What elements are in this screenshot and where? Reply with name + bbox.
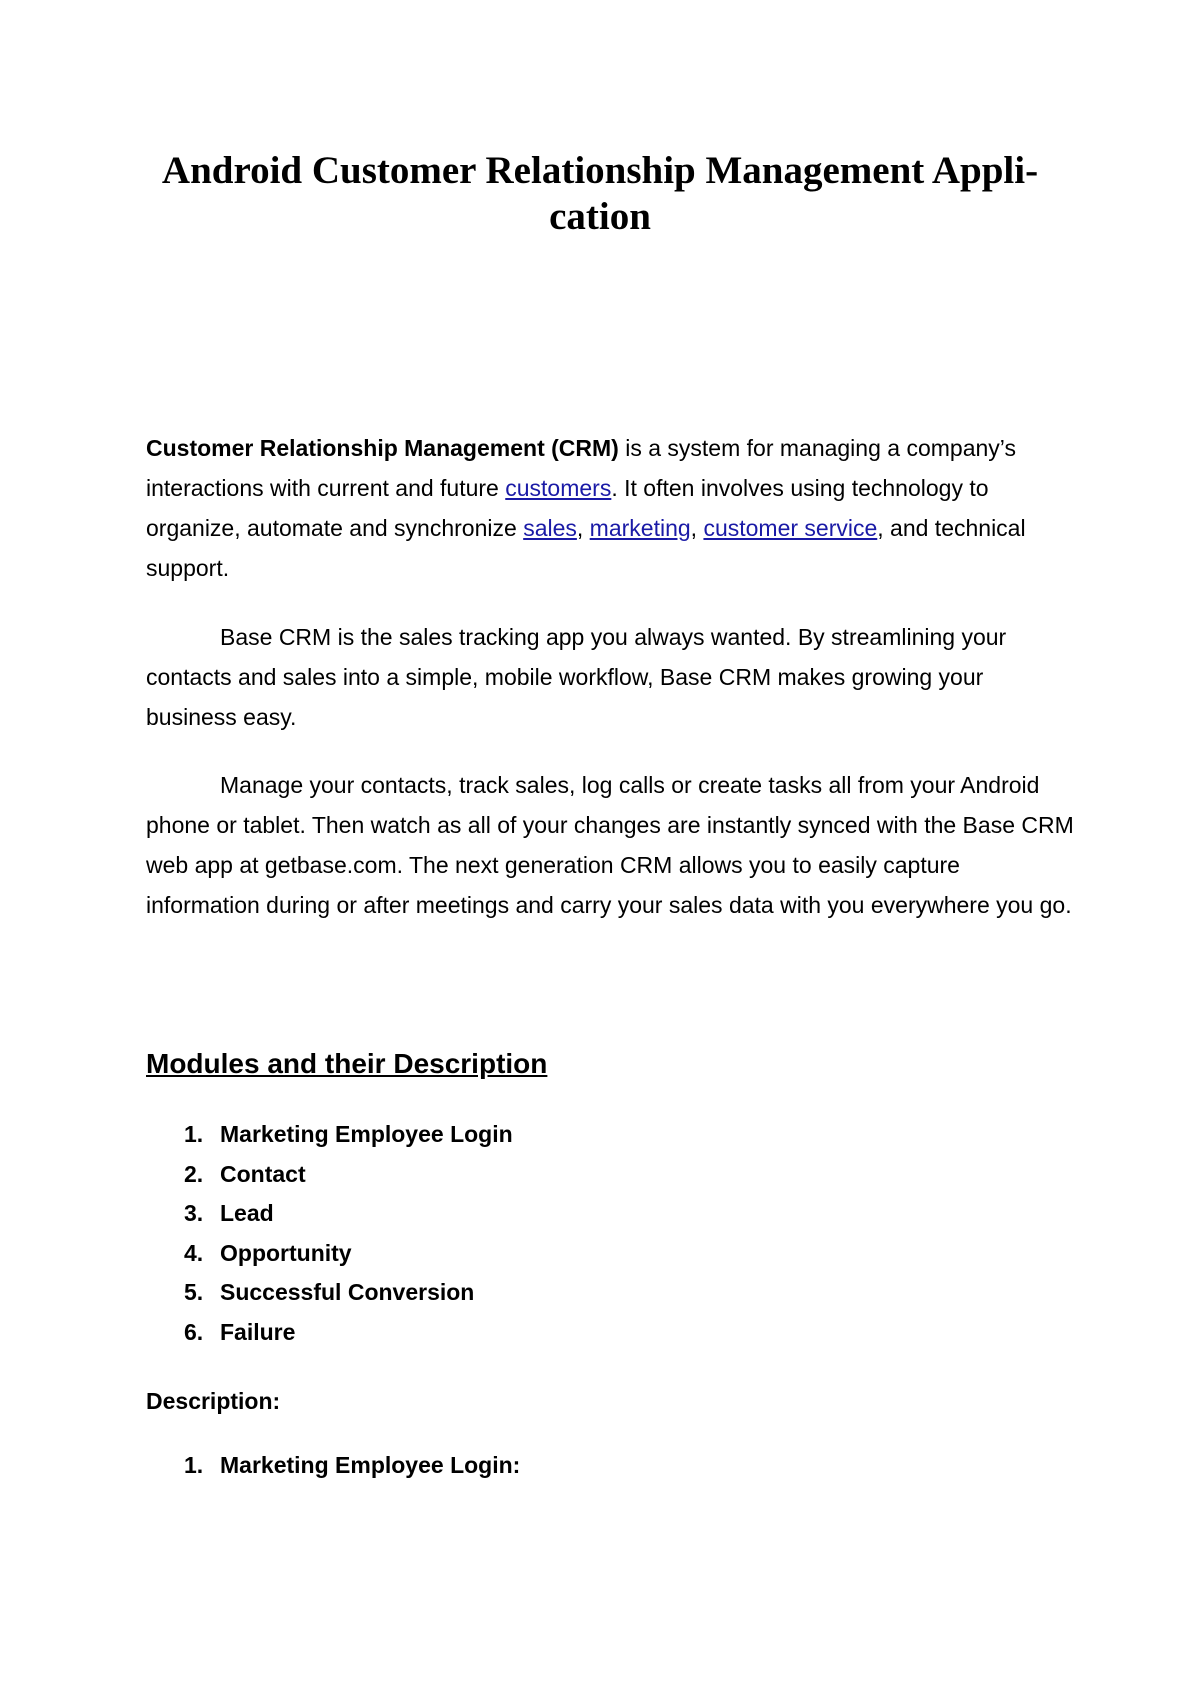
- module-label: Contact: [220, 1160, 306, 1187]
- modules-list: [146, 1115, 513, 1352]
- list-item: [146, 1194, 513, 1234]
- description-label: Description:: [146, 1388, 281, 1414]
- sales-link[interactable]: sales: [523, 515, 577, 541]
- module-label: Opportunity: [220, 1239, 352, 1266]
- list-item: [146, 1273, 513, 1313]
- list-number: [146, 1313, 220, 1353]
- customer-service-link[interactable]: customer service: [703, 515, 878, 541]
- list-item: [146, 1313, 513, 1353]
- page-title-line-1: Android Customer Relationship Management Appli-: [161, 149, 1039, 192]
- list-number-text: 6.: [184, 1318, 204, 1345]
- intro-text-3: , and technical support.: [146, 515, 1026, 581]
- list-number-text: 2.: [184, 1160, 204, 1187]
- list-number: [146, 1234, 220, 1274]
- list-item: [146, 1155, 513, 1195]
- list-item: [146, 1115, 513, 1155]
- intro-paragraph: [146, 428, 1076, 588]
- intro-text-2: . It often involves using technology to organize, automate and synchronize: [146, 475, 989, 541]
- list-number-text: 1.: [184, 1452, 204, 1478]
- page-title: [130, 148, 1070, 240]
- list-item: [146, 1234, 513, 1274]
- description-item-label: Marketing Employee Login:: [220, 1452, 521, 1478]
- list-number-text: 4.: [184, 1239, 204, 1266]
- manage-contacts-paragraph: [146, 765, 1076, 925]
- marketing-link[interactable]: marketing: [589, 515, 691, 541]
- list-number: [146, 1194, 220, 1234]
- list-number-text: 5.: [184, 1279, 204, 1305]
- description-list: [146, 1445, 520, 1485]
- module-label: Failure: [220, 1318, 296, 1345]
- intro-separator-1: ,: [576, 515, 590, 541]
- list-number: [146, 1445, 220, 1485]
- list-number: [146, 1273, 220, 1313]
- module-label: Successful Conversion: [220, 1279, 475, 1305]
- manage-contacts-paragraph-text: Manage your contacts, track sales, log calls or create tasks all from your Android phone or tablet. Then watch as all of your changes are instantly synced with the Base CRM web app at getbase.com. The next generation CRM allows you to easily capture information during or after meetings and carry your sales data with you everywhere you go.: [146, 772, 1074, 918]
- list-number-text: 3.: [184, 1200, 204, 1226]
- base-crm-paragraph-text: Base CRM is the sales tracking app you always wanted. By streamlining your contacts and sales into a simple, mobile workflow, Base CRM makes growing your business easy.: [146, 624, 1007, 730]
- list-number: [146, 1155, 220, 1195]
- list-item: [146, 1445, 520, 1485]
- intro-text-1: is a system for managing a company’s interactions with current and future: [146, 435, 1016, 501]
- intro-separator-2: ,: [690, 515, 704, 541]
- base-crm-paragraph: [146, 617, 1076, 737]
- module-label: Marketing Employee Login: [220, 1121, 513, 1147]
- modules-heading: Modules and their Description: [146, 1048, 548, 1079]
- customers-link[interactable]: customers: [505, 475, 612, 501]
- list-number: [146, 1115, 220, 1155]
- page-title-line-2: cation: [549, 195, 651, 238]
- module-label: Lead: [220, 1200, 274, 1226]
- list-number-text: 1.: [184, 1121, 204, 1147]
- crm-term: Customer Relationship Management (CRM): [146, 435, 619, 461]
